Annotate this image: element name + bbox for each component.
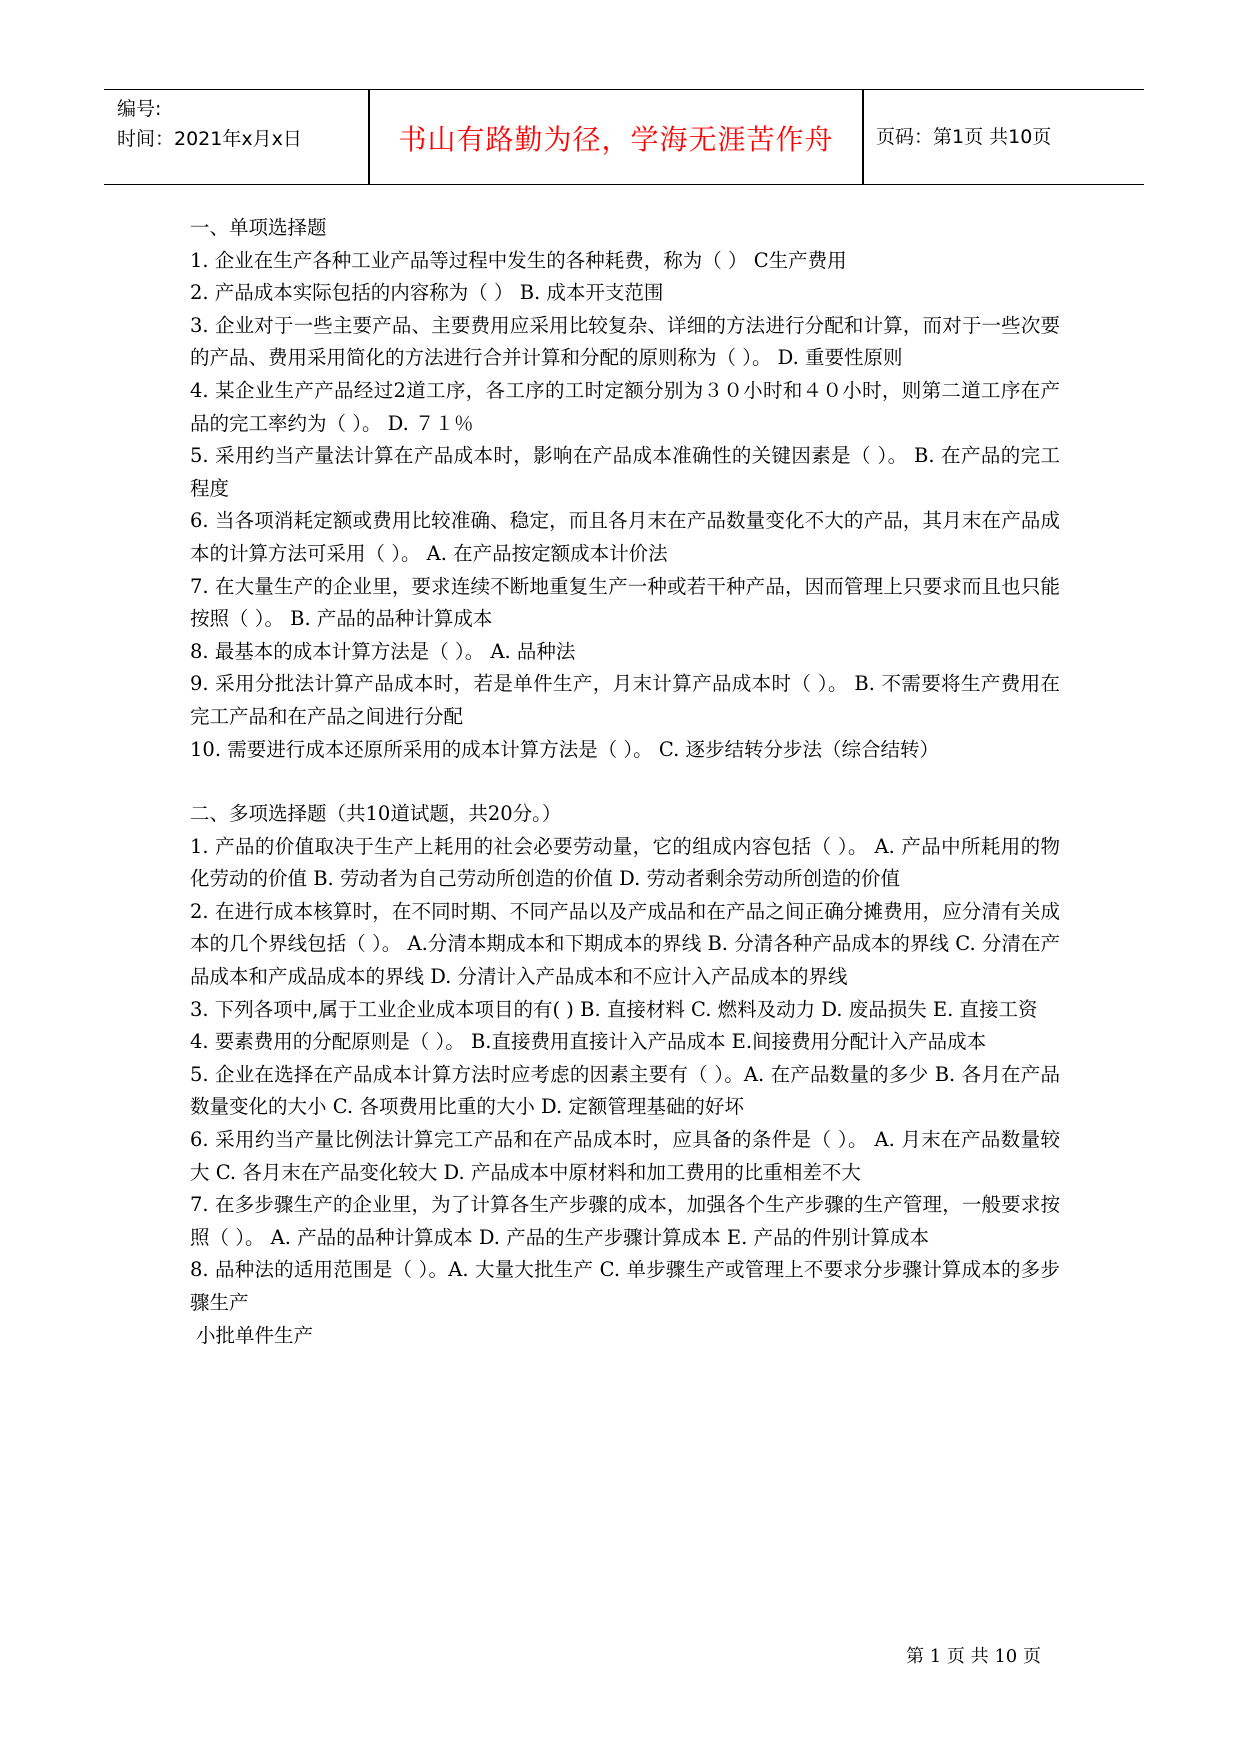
- section-spacer: [190, 766, 1060, 798]
- question-item: 5. 采用约当产量法计算在产品成本时，影响在产品成本准确性的关键因素是（ ）。 B. 在产品的完工程度: [190, 444, 1060, 500]
- header-page-number: 页码：第1页 共10页: [876, 126, 1052, 148]
- header-left-cell: [117, 94, 369, 154]
- question-continuation: 小批单件生产: [196, 1323, 314, 1347]
- question-item: 7. 在大量生产的企业里，要求连续不断地重复生产一种或若干种产品，因而管理上只要求而且也只能按照（ ）。 B. 产品的品种计算成本: [190, 574, 1060, 631]
- question-item: 5. 企业在选择在产品成本计算方法时应考虑的因素主要有（ ）。A. 在产品数量的多少 B. 各月在产品数量变化的大小 C. 各项费用比重的大小 D. 定额管理基础的好坏: [190, 1062, 1060, 1119]
- document-body: [190, 212, 1060, 1352]
- page-header: [104, 89, 1144, 185]
- question-item: 8. 最基本的成本计算方法是（ ）。 A. 品种法: [190, 639, 576, 663]
- question-item: 9. 采用分批法计算产品成本时，若是单件生产，月末计算产品成本时（ ）。 B. 不需要将生产费用在完工产品和在产品之间进行分配: [190, 672, 1060, 728]
- question-item: 7. 在多步骤生产的企业里，为了计算各生产步骤的成本，加强各个生产步骤的生产管理，一般要求按照（ ）。 A. 产品的品种计算成本 D. 产品的生产步骤计算成本 E. 产品的件别计算成本: [190, 1193, 1060, 1249]
- header-divider-right: [862, 90, 864, 184]
- question-item: 2. 在进行成本核算时，在不同时期、不同产品以及产成品和在产品之间正确分摊费用，应分清有关成本的几个界线包括（ ）。 A.分清本期成本和下期成本的界线 B. 分清各种产品成本的界线 C. 分清在产品成本和产成品成本的界线 D. 分清计入产品成本和不应计入产品成本的界线: [190, 899, 1060, 989]
- question-item: 6. 当各项消耗定额或费用比较准确、稳定，而且各月末在产品数量变化不大的产品，其月末在产品成本的计算方法可采用（ ）。 A. 在产品按定额成本计价法: [190, 509, 1060, 565]
- section-title-multiple-choice: 二、多项选择题（共10道试题，共20分。）: [190, 802, 562, 826]
- page-footer: 第 1 页 共 10 页: [906, 1646, 1041, 1667]
- question-item: 1. 企业在生产各种工业产品等过程中发生的各种耗费，称为（ ） C生产费用: [190, 248, 847, 272]
- question-item: 2. 产品成本实际包括的内容称为（ ） B. 成本开支范围: [190, 281, 664, 305]
- document-time-label: 时间：2021年x月x日: [117, 128, 302, 150]
- header-motto: 书山有路勤为径，学海无涯苦作舟: [398, 123, 834, 156]
- question-item: 4. 某企业生产产品经过2道工序，各工序的工时定额分别为３０小时和４０小时，则第二道工序在产品的完工率约为（ ）。 D. ７１％: [190, 378, 1060, 435]
- document-number-label: 编号:: [117, 98, 162, 120]
- question-item: 3. 下列各项中,属于工业企业成本项目的有( ) B. 直接材料 C. 燃料及动力 D. 废品损失 E. 直接工资: [190, 997, 1038, 1021]
- question-item: 1. 产品的价值取决于生产上耗用的社会必要劳动量，它的组成内容包括（ ）。 A. 产品中所耗用的物化劳动的价值 B. 劳动者为自己劳动所创造的价值 D. 劳动者剩余劳动所创造的价值: [190, 834, 1060, 891]
- question-item: 3. 企业对于一些主要产品、主要费用应采用比较复杂、详细的方法进行分配和计算，而对于一些次要的产品、费用采用简化的方法进行合并计算和分配的原则称为（ ）。 D. 重要性原则: [190, 313, 1060, 370]
- question-item: 10. 需要进行成本还原所采用的成本计算方法是（ ）。 C. 逐步结转分步法（综合结转）: [190, 737, 939, 761]
- section-title-single-choice: 一、单项选择题: [190, 216, 327, 239]
- question-item: 8. 品种法的适用范围是（ ）。A. 大量大批生产 C. 单步骤生产或管理上不要求分步骤计算成本的多步骤生产: [190, 1258, 1060, 1314]
- question-item: 6. 采用约当产量比例法计算完工产品和在产品成本时，应具备的条件是（ ）。 A. 月末在产品数量较大 C. 各月末在产品变化较大 D. 产品成本中原材料和加工费用的比重相差不大: [190, 1128, 1060, 1184]
- question-item: 4. 要素费用的分配原则是（ ）。 B.直接费用直接计入产品成本 E.间接费用分配计入产品成本: [190, 1030, 987, 1054]
